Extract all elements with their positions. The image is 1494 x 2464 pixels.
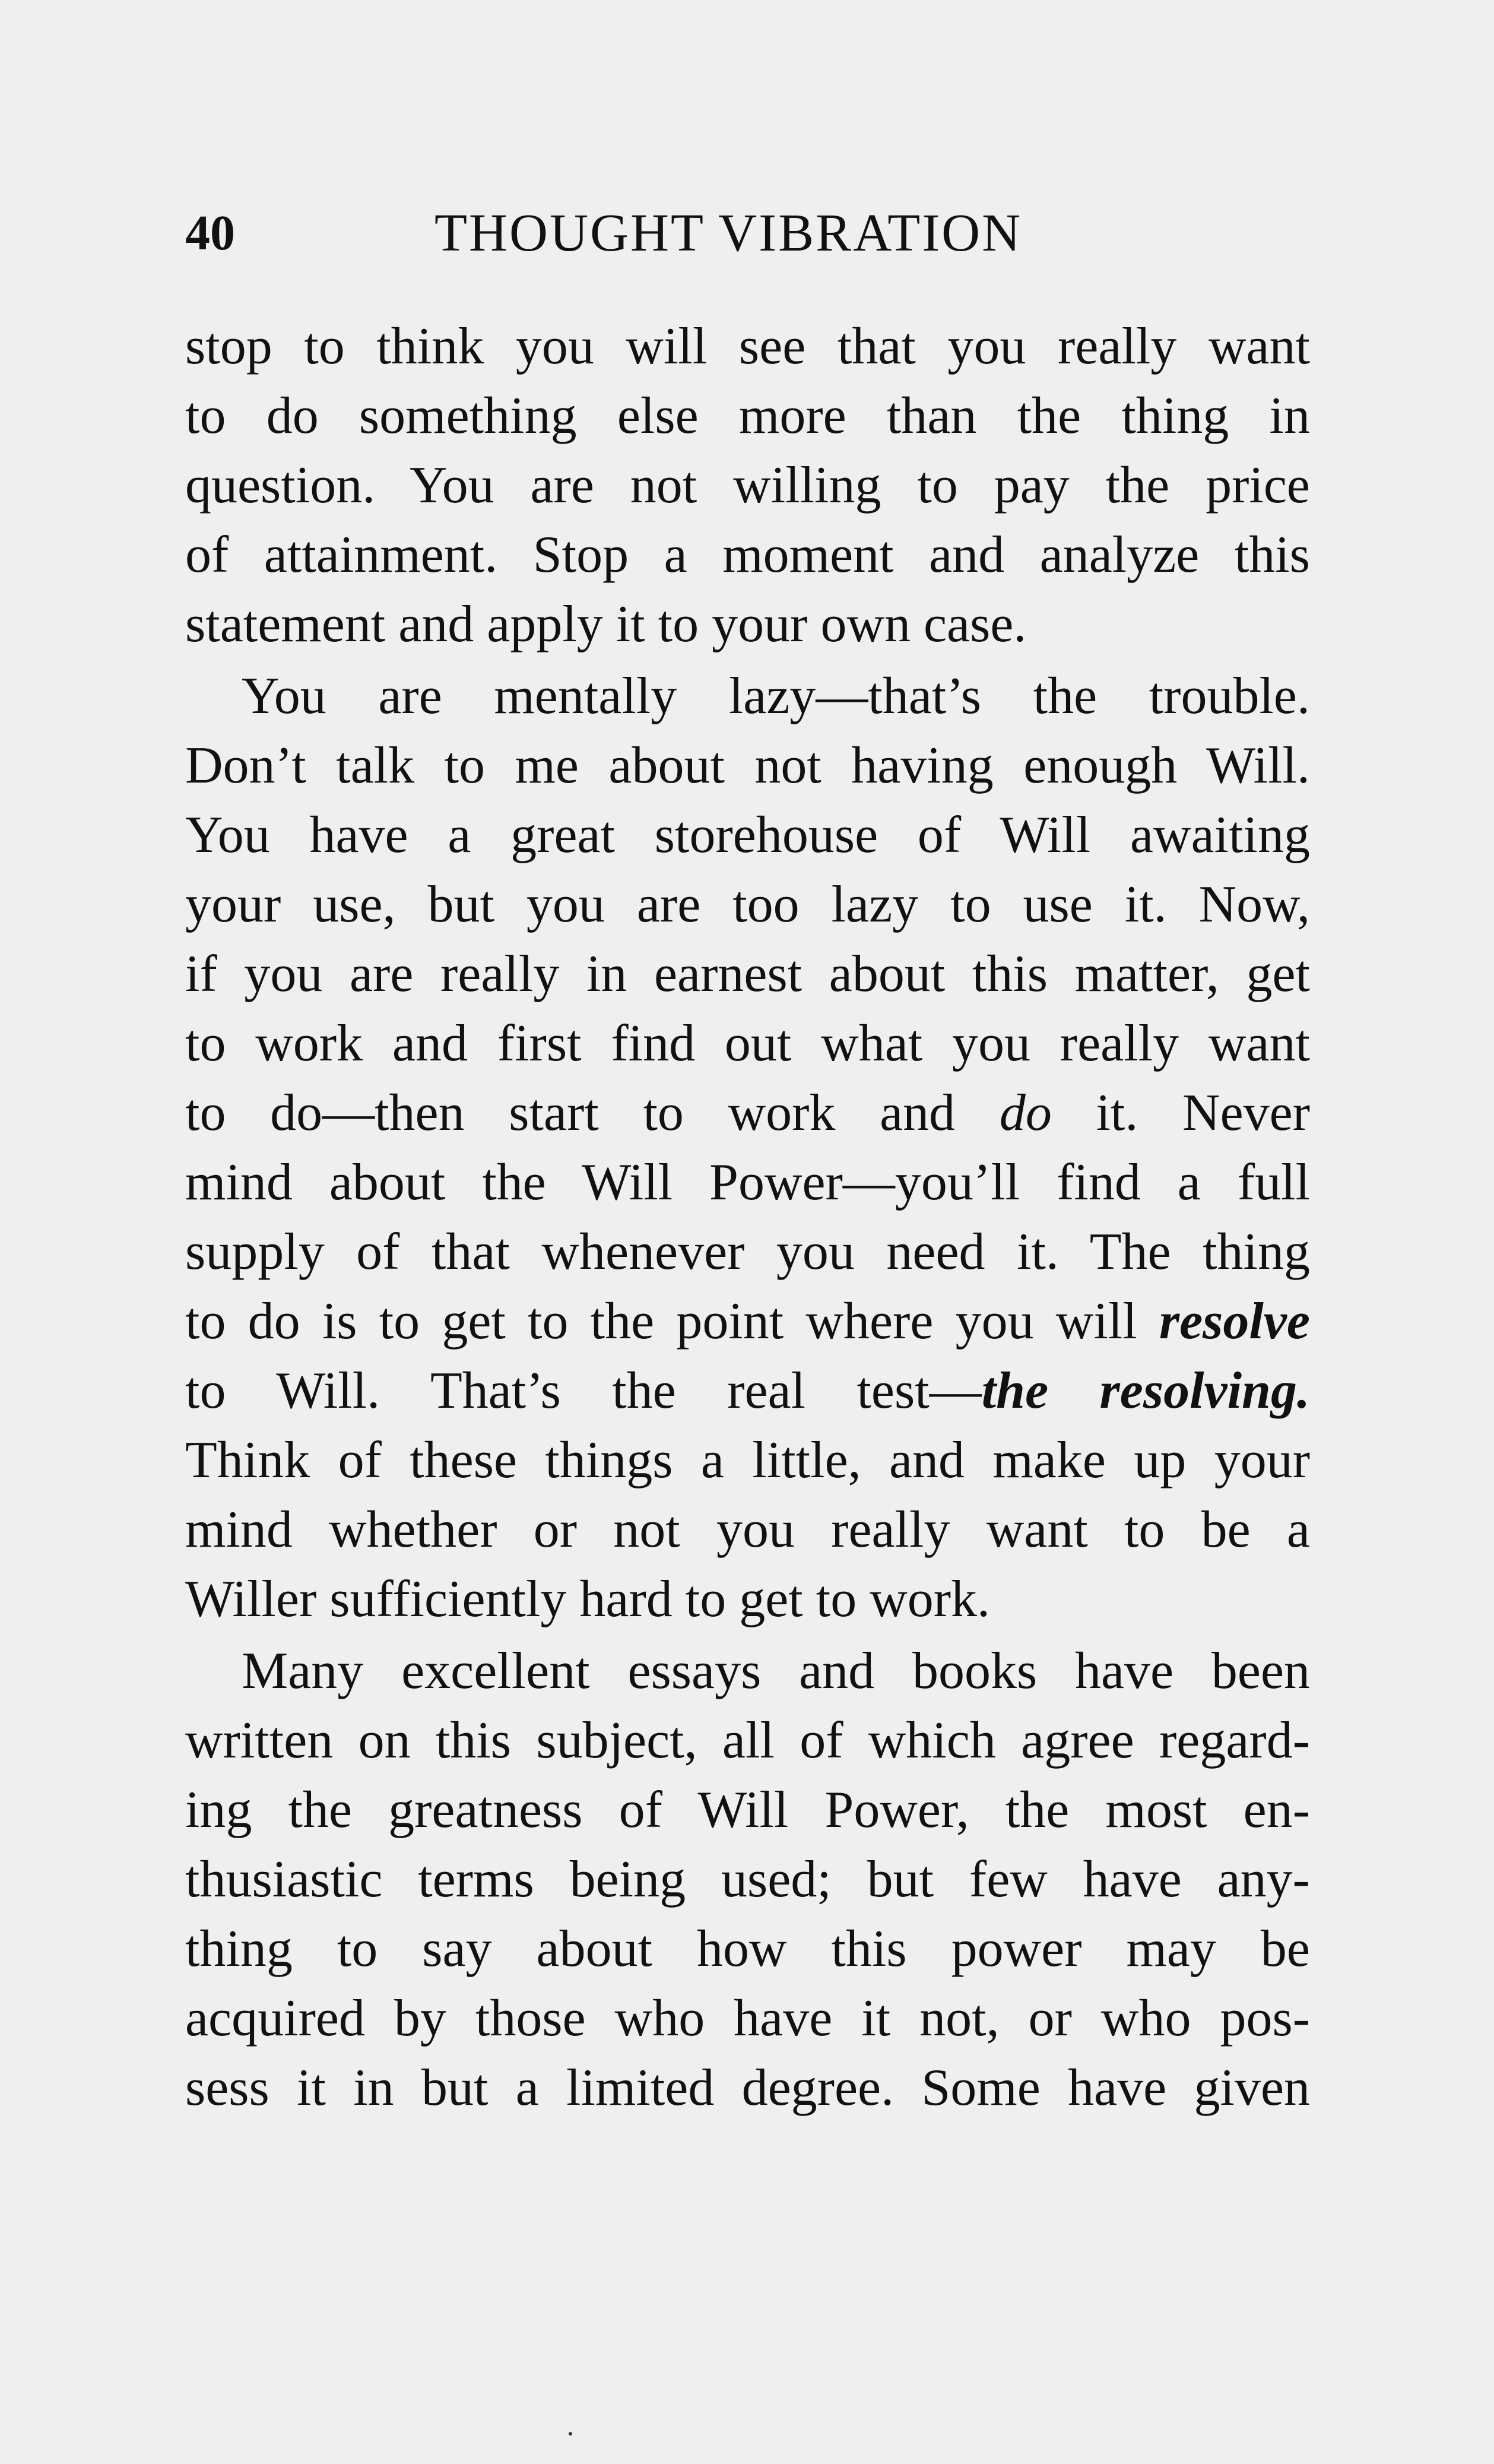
- body-text: [185, 312, 1310, 2123]
- text-line: [185, 1356, 1310, 1426]
- text-line: acquired by those who have it not, or who pos-: [185, 1990, 1310, 2047]
- text-line: of attainment. Stop a moment and analyze this: [185, 526, 1310, 584]
- text-line: written on this subject, all of which agree regard-: [185, 1712, 1310, 1769]
- emphasis-text: the resolving.: [981, 1362, 1310, 1420]
- scan-speck: [569, 2432, 572, 2436]
- text-line: [185, 1078, 1310, 1148]
- text-line: ing the greatness of Will Power, the most en-: [185, 1781, 1310, 1839]
- text-line: sess it in but a limited degree. Some have given: [185, 2059, 1310, 2117]
- text-segment: to Will. That’s the real test—: [185, 1362, 982, 1420]
- emphasis-text: do: [999, 1084, 1052, 1142]
- text-line: statement and apply it to your own case.: [185, 596, 1027, 653]
- text-line: question. You are not willing to pay the price: [185, 457, 1310, 514]
- text-line: You have a great storehouse of Will awaiting: [185, 806, 1310, 864]
- text-line: Don’t talk to me about not having enough Will.: [185, 737, 1310, 794]
- text-segment: to do—then start to work and: [185, 1084, 1000, 1142]
- text-line: You are mentally lazy—that’s the trouble.: [242, 667, 1310, 725]
- emphasis-text: resolve: [1159, 1293, 1310, 1350]
- text-line: mind about the Will Power—you’ll find a full: [185, 1154, 1310, 1211]
- text-line: if you are really in earnest about this matter, get: [185, 945, 1310, 1003]
- text-line: Many excellent essays and books have been: [242, 1642, 1310, 1700]
- text-line: to work and first find out what you really want: [185, 1015, 1310, 1072]
- text-line: your use, but you are too lazy to use it. Now,: [185, 876, 1310, 933]
- text-line: supply of that whenever you need it. The thing: [185, 1223, 1310, 1281]
- text-line: thing to say about how this power may be: [185, 1920, 1310, 1978]
- text-line: Think of these things a little, and make up your: [185, 1431, 1310, 1489]
- text-line: mind whether or not you really want to be a: [185, 1501, 1310, 1559]
- running-title: THOUGHT VIBRATION: [434, 204, 1023, 262]
- text-segment: it. Never: [1051, 1084, 1311, 1142]
- text-line: Willer sufficiently hard to get to work.: [185, 1570, 991, 1628]
- text-line: thusiastic terms being used; but few have any-: [185, 1851, 1310, 1908]
- text-line: [185, 1287, 1310, 1356]
- page-header: [185, 201, 1310, 266]
- page-number: 40: [185, 205, 235, 261]
- text-line: to do something else more than the thing in: [185, 387, 1310, 445]
- text-segment: to do is to get to the point where you will: [185, 1293, 1159, 1350]
- text-line: stop to think you will see that you really want: [185, 318, 1310, 375]
